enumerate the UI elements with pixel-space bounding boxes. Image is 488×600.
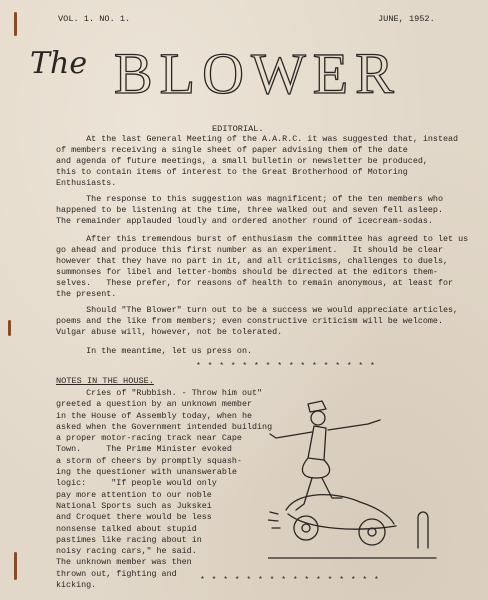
section-separator: * * * * * * * * * * * * * * * *	[196, 362, 376, 371]
notes-body: Cries of "Rubbish. - Throw him out" greeted a question by an unknown member in the House of Assembly today, when he asked when the Government intended building a proper motor-racing track near Cape Town. The Prime Minister evoked a storm of cheers by promptly squash- ing the questioner with unanswerable logic: "If people would only pay more attention to our noble National Sports such as Jukskei and Croquet there would be less nonsense talked about stupid pastimes like racing about in noisy racing cars," he said. The unknown member was then thrown out, fighting and kicking.	[56, 388, 273, 591]
volume-number: VOL. 1. NO. 1.	[58, 14, 131, 24]
bottom-separator: * * * * * * * * * * * * * * * *	[200, 576, 380, 585]
editorial-paragraph: The response to this suggestion was magnificent; of the ten members who happened to be listening at the time, three walked out and seven fell asleep. The remainder applauded loudly and ordered another round of icecream-sodas.	[56, 194, 443, 226]
editorial-paragraph: After this tremendous burst of enthusiasm the committee has agreed to let us go ahead and produce this first number as an experiment. It should be clear however that they have no part in it, and all criticisms, challenges to duels, summonses for libel and letter-bombs should be directed at the editors them- selves. These prefer, for reasons of health to remain anonymous, at least for the present.	[56, 234, 469, 299]
editorial-paragraph: Should "The Blower" turn out to be a success we would appreciate articles, poems and the like from members; even constructive criticism will be welcome. Vulgar abuse will, however, not be tolerated.	[56, 305, 459, 337]
masthead-title: BLOWER	[114, 41, 401, 106]
masthead-the: The	[30, 46, 88, 81]
editorial-heading: EDITORIAL.	[212, 124, 264, 134]
racing-driver-sketch	[268, 398, 438, 578]
staple-top	[14, 12, 17, 36]
editorial-paragraph: At the last General Meeting of the A.A.R.C. it was suggested that, instead of members receiving a single sheet of paper advising them of the date and agenda of future meetings, a small bulletin or newsletter be produced, this to contain items of interest to the Great Brotherhood of Motoring Enthusiasts.	[56, 134, 459, 188]
notes-heading: NOTES IN THE HOUSE.	[56, 376, 154, 386]
issue-date: JUNE, 1952.	[378, 14, 435, 24]
editorial-paragraph: In the meantime, let us press on.	[56, 346, 253, 356]
staple-middle	[8, 320, 11, 336]
staple-bottom	[14, 552, 17, 580]
